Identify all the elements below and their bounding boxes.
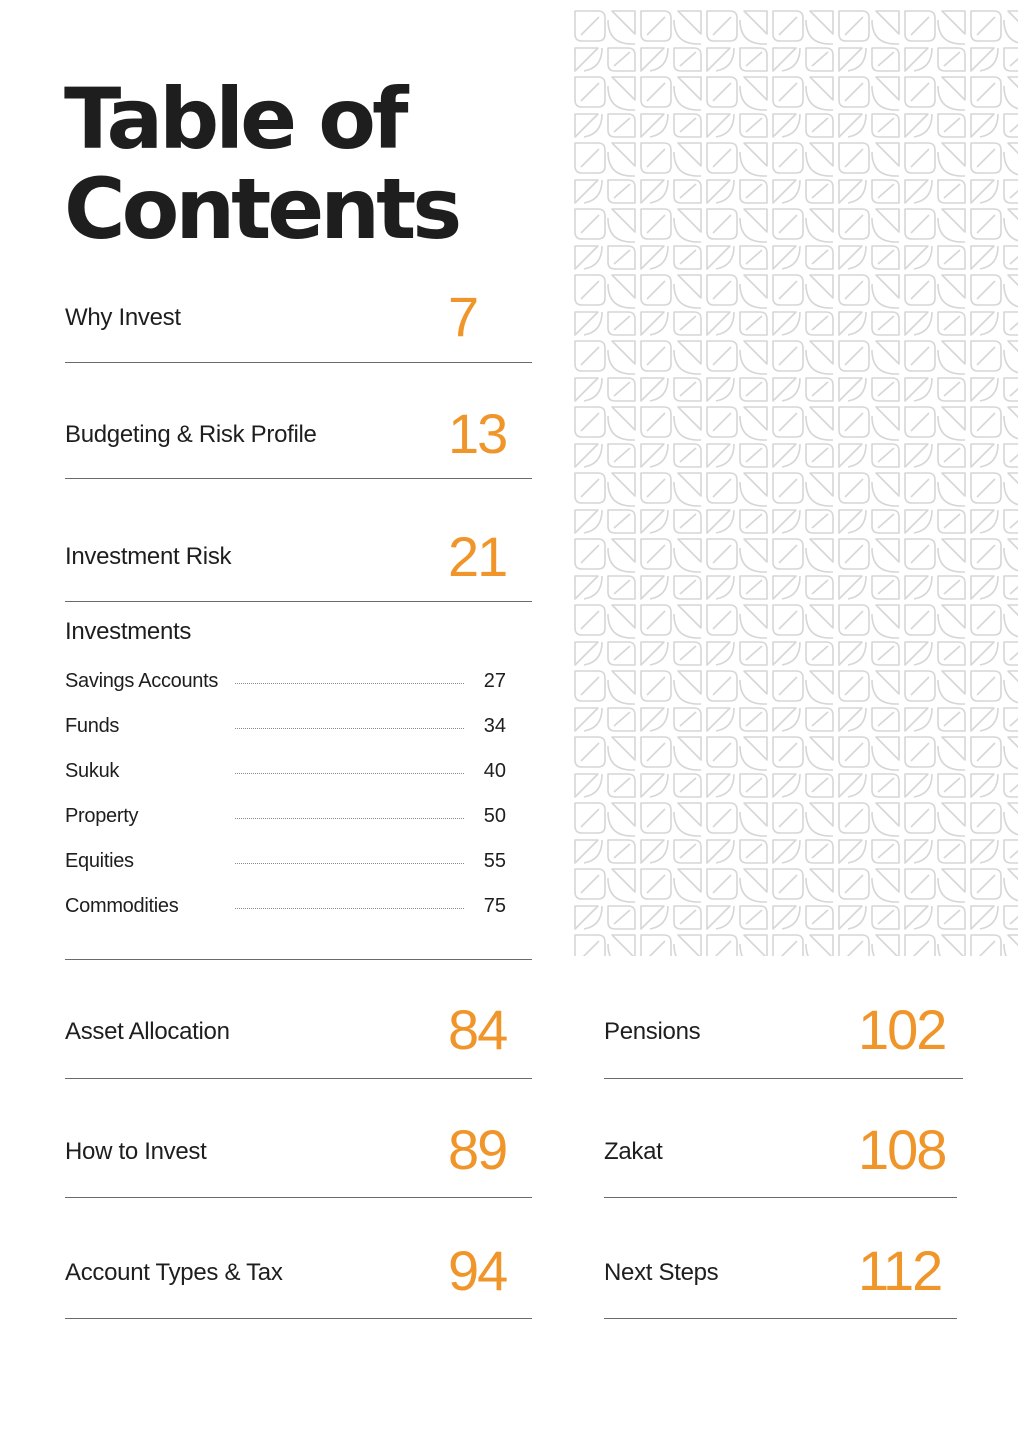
dot-leader <box>235 773 464 774</box>
sub-page-number: 50 <box>483 805 506 827</box>
sub-entry-sukuk[interactable] <box>65 757 506 787</box>
toc-label: Zakat <box>604 1138 663 1165</box>
toc-page-number: 84 <box>448 998 507 1061</box>
sub-label: Sukuk <box>65 760 120 782</box>
toc-label: Account Types & Tax <box>65 1259 283 1286</box>
sub-page-number: 27 <box>483 670 506 692</box>
toc-page-number: 13 <box>448 402 507 465</box>
dot-leader <box>235 908 464 909</box>
sub-entry-equities[interactable] <box>65 847 506 877</box>
toc-entry-next-steps[interactable] <box>604 1237 957 1319</box>
toc-label: Pensions <box>604 1018 701 1045</box>
title-line-2: Contents <box>64 160 459 258</box>
sub-page-number: 75 <box>483 895 506 917</box>
sub-page-number: 55 <box>483 850 506 872</box>
sub-page-number: 34 <box>483 715 506 737</box>
dot-leader <box>235 863 464 864</box>
investments-heading: Investments <box>65 618 192 645</box>
sub-entry-funds[interactable] <box>65 712 506 742</box>
toc-page-number: 7 <box>448 285 478 348</box>
toc-entry-why-invest[interactable] <box>65 280 532 363</box>
sub-label: Commodities <box>65 895 179 917</box>
toc-label: How to Invest <box>65 1138 207 1165</box>
toc-label: Investment Risk <box>65 543 232 570</box>
sub-entry-savings-accounts[interactable] <box>65 667 506 697</box>
sub-label: Equities <box>65 850 134 872</box>
sub-label: Funds <box>65 715 120 737</box>
divider <box>65 959 532 960</box>
toc-label: Next Steps <box>604 1259 719 1286</box>
toc-label: Asset Allocation <box>65 1018 230 1045</box>
sub-label: Property <box>65 805 139 827</box>
dot-leader <box>235 683 464 684</box>
toc-page-number: 108 <box>858 1118 946 1181</box>
decorative-pattern <box>572 8 1018 956</box>
toc-label: Budgeting & Risk Profile <box>65 421 317 448</box>
toc-page-number: 102 <box>858 998 946 1061</box>
title-line-1: Table of <box>64 70 405 168</box>
sub-page-number: 40 <box>483 760 506 782</box>
page-title <box>64 70 459 258</box>
toc-entry-account-types[interactable] <box>65 1237 532 1319</box>
toc-entry-investment-risk[interactable] <box>65 520 532 602</box>
sub-entry-commodities[interactable] <box>65 892 506 922</box>
toc-page-number: 94 <box>448 1239 507 1302</box>
dot-leader <box>235 728 464 729</box>
toc-entry-zakat[interactable] <box>604 1116 957 1198</box>
toc-entry-budgeting[interactable] <box>65 398 532 479</box>
dot-leader <box>235 818 464 819</box>
toc-entry-how-to-invest[interactable] <box>65 1116 532 1198</box>
sub-label: Savings Accounts <box>65 670 219 692</box>
toc-label: Why Invest <box>65 304 181 331</box>
toc-page-number: 21 <box>448 525 507 588</box>
toc-page-number: 112 <box>858 1239 942 1302</box>
toc-entry-pensions[interactable] <box>604 996 963 1079</box>
toc-page-number: 89 <box>448 1118 507 1181</box>
sub-entry-property[interactable] <box>65 802 506 832</box>
toc-entry-asset-allocation[interactable] <box>65 996 532 1079</box>
